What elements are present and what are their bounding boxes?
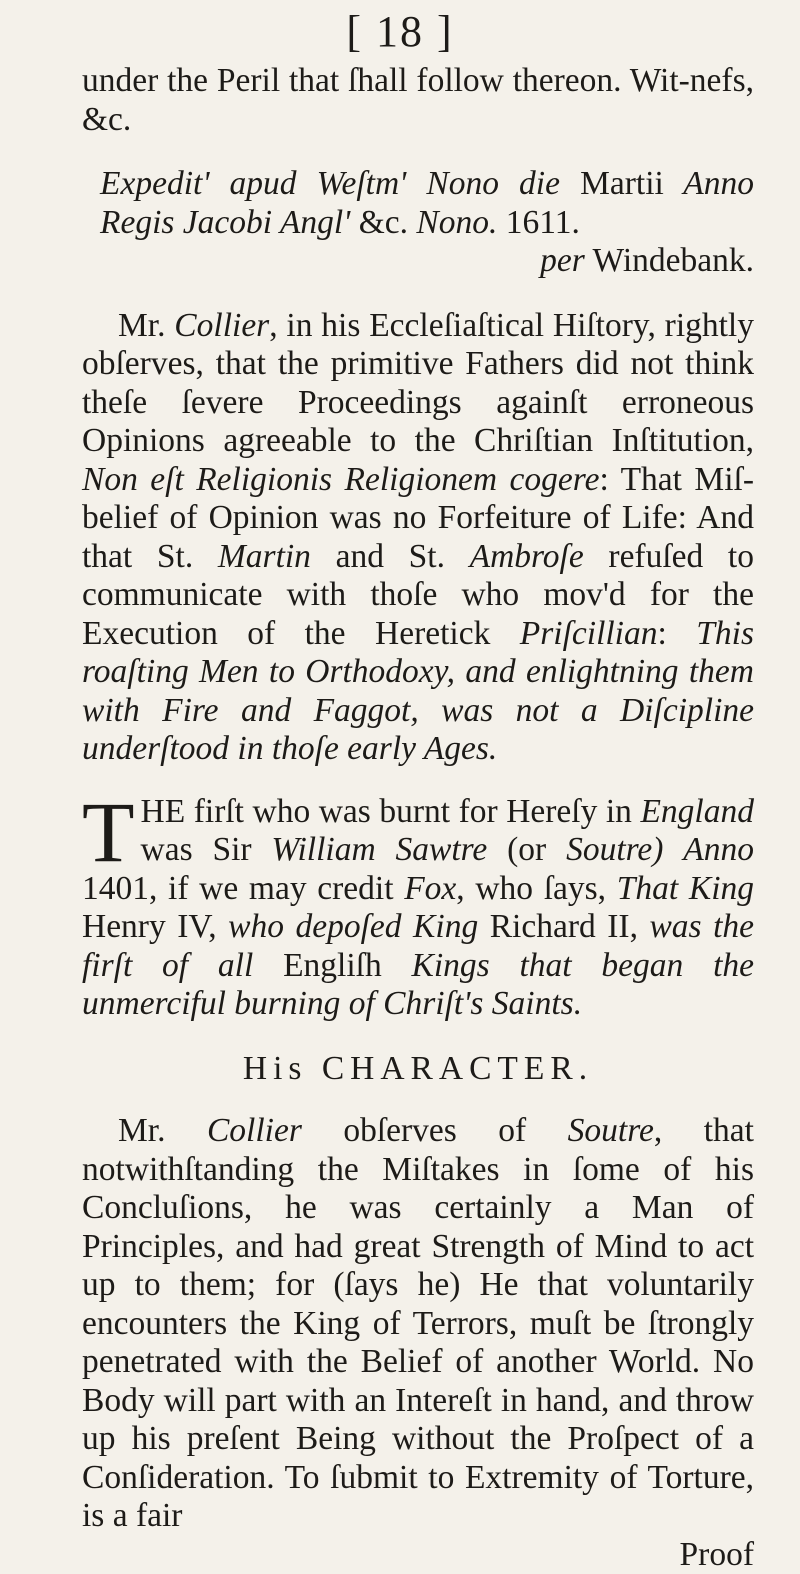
text-run: , that notwithſtanding the Miſtakes in ſome of his Concluſions, he was certainly a Man of Principles, and had great Strength of Mind to act up to them; for (ſays he) He that voluntarily encounters the King of Terrors, muſt be ſtrongly penetrated with the Belief of another World. No Body will part with an Intereſt in hand, and throw up his preſent Being without the Proſpect of a Conſideration. To ſubmit to Extremity of Torture, is a fair xyxy=(82,1112,754,1534)
page-text xyxy=(82,62,754,1574)
text-run: obſerves of xyxy=(302,1112,568,1149)
page-number: [ 18 ] xyxy=(0,6,800,57)
dateline-latin-2: Anno Regis Jacobi Angl' xyxy=(100,165,754,241)
catchword: Proof xyxy=(82,1536,754,1574)
text-run-italic: was the firſt of all xyxy=(82,908,754,984)
text-run-italic: Fox xyxy=(404,870,456,907)
dateline-year: 1611. xyxy=(497,204,580,241)
paragraph-sawtre xyxy=(82,793,754,1024)
text-run: , in his Eccleſiaſtical Hiſtory, rightly obſerves, that the primitive Fathers did not think theſe ſevere Proceedings againſt erroneous Opinions agreeable to the Chriſtian Inſtitution, xyxy=(82,307,754,460)
paragraph-collier xyxy=(82,307,754,769)
text-run: refuſed to communicate with thoſe who mov'd for the Execution of the Heretick xyxy=(82,538,754,652)
text-run: : xyxy=(658,615,697,652)
signature-per: per xyxy=(540,242,585,279)
drop-cap: T xyxy=(82,797,141,867)
text-run xyxy=(663,831,683,868)
text-run-italic: Priſcillian xyxy=(520,615,658,652)
dateline-etc: &c. xyxy=(359,204,417,241)
paragraph-1: under the Peril that ſhall follow thereon. Wit-nefs, &c. xyxy=(82,62,754,139)
text-run-italic: Soutre) xyxy=(566,831,663,868)
dateline xyxy=(82,165,754,242)
text-run: , who ſays, xyxy=(456,870,616,907)
section-heading: His CHARACTER. xyxy=(82,1050,754,1089)
signature-name: Windebank. xyxy=(585,242,754,279)
text-run-italic: Ambroſe xyxy=(470,538,584,575)
text-run: Mr. xyxy=(118,307,174,344)
dateline-nono: Nono. xyxy=(416,204,497,241)
paragraph-character xyxy=(82,1112,754,1536)
text-run: : That Miſ-belief of Opinion was no Forfeiture of Life: And that St. xyxy=(82,461,754,575)
text-run-italic: England xyxy=(640,793,754,830)
text-run-italic: Non eſt Religionis Religionem cogere xyxy=(82,461,599,498)
text-run: Richard II, xyxy=(478,908,649,945)
text-run-italic: Anno xyxy=(683,831,754,868)
text-run-italic: That King xyxy=(617,870,754,907)
dateline-latin-1: Expedit' apud Weſtm' Nono die xyxy=(100,165,580,202)
text-run: (or xyxy=(487,831,566,868)
text-run: Engliſh xyxy=(253,947,411,984)
text-run-italic: who depoſed King xyxy=(228,908,478,945)
text-run-italic: Martin xyxy=(218,538,311,575)
text-run-italic: William Sawtre xyxy=(271,831,487,868)
signature-line xyxy=(82,242,754,281)
text-run-italic: Kings that began the unmerciful burning of Chriſt's Saints. xyxy=(82,947,754,1023)
text-run: Henry IV, xyxy=(82,908,228,945)
text-run: and St. xyxy=(311,538,470,575)
text-run-italic: This roaſting Men to Orthodoxy, and enlightning them with Fire and Faggot, was not a Diſcipline underſtood in thoſe early Ages. xyxy=(82,615,754,768)
dateline-month: Martii xyxy=(580,165,664,202)
text-run-italic: Soutre xyxy=(568,1112,654,1149)
text-run: was Sir xyxy=(141,831,272,868)
text-run-italic: Collier xyxy=(174,307,269,344)
text-run: Mr. xyxy=(118,1112,207,1149)
text-run: HE firſt who was burnt for Hereſy in xyxy=(141,793,641,830)
text-run-italic: Collier xyxy=(207,1112,302,1149)
text-run: 1401, if we may credit xyxy=(82,870,404,907)
